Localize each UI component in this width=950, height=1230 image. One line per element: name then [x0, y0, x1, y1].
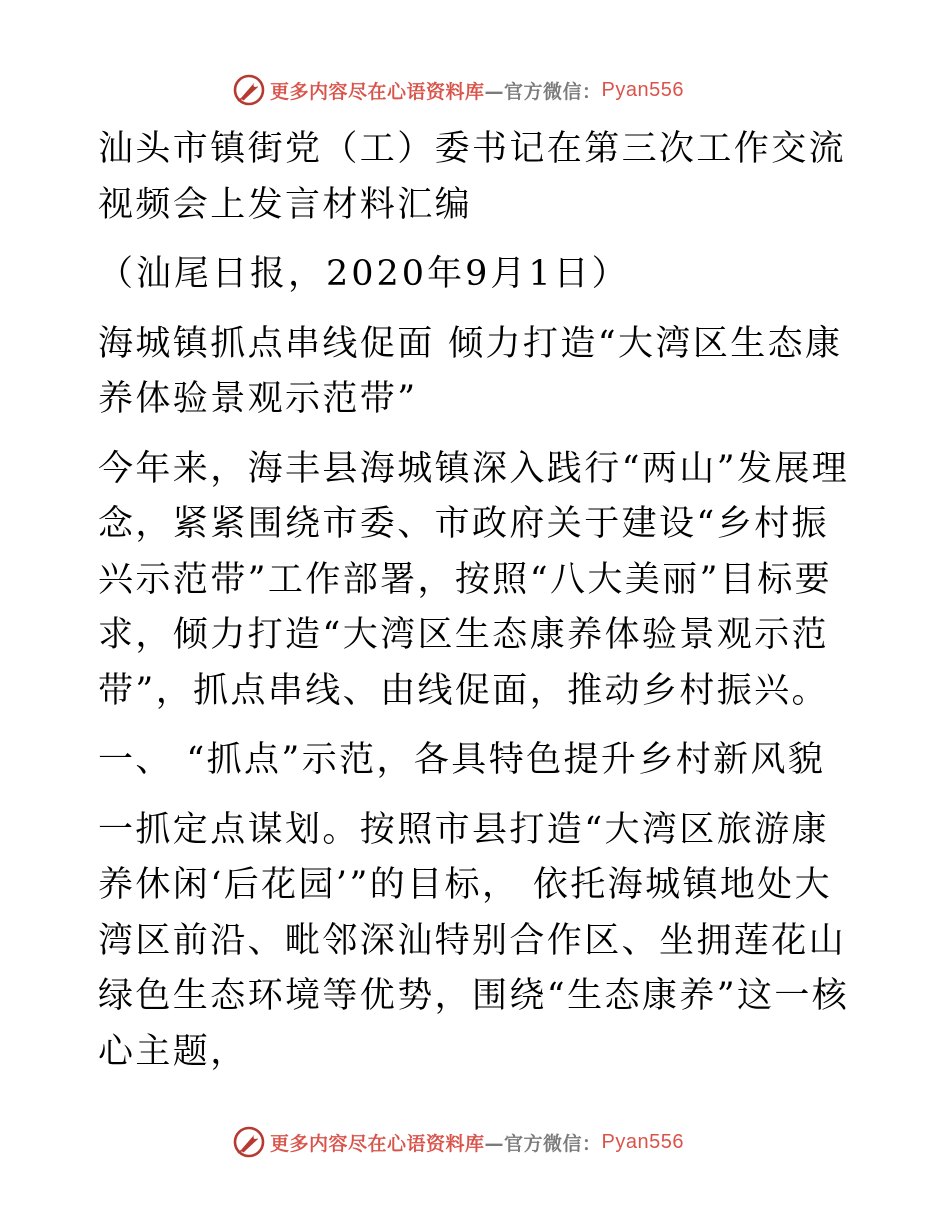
pen-nib-circle-icon: [232, 73, 266, 107]
document-subtitle: 海城镇抓点串线促面 倾力打造“大湾区生态康养体验景观示范带”: [98, 323, 843, 419]
document-source: （汕尾日报，2020年9月1日）: [98, 254, 630, 294]
watermark-separator: —官方微信：: [484, 80, 602, 103]
body-paragraph: 一抓定点谋划。按照市县打造“大湾区旅游康养休闲‘后花园’”的目标， 依托海城镇地处大湾区前沿、毗邻深汕特别合作区、坐拥莲花山绿色生态环境等优势，围绕“生态康养”这一核心主题，: [98, 809, 850, 1072]
pen-nib-circle-icon: [232, 1125, 266, 1159]
intro-paragraph: 今年来，海丰县海城镇深入践行“两山”发展理念，紧紧围绕市委、市政府关于建设“乡村振兴示范带”工作部署，按照“八大美丽”目标要求，倾力打造“大湾区生态康养体验景观示范带”，抓点串线、由线促面，推动乡村振兴。: [98, 448, 850, 711]
watermark-wechat: Pyan556: [601, 78, 684, 101]
watermark-wechat: Pyan556: [601, 1130, 684, 1153]
document-body: [98, 122, 858, 1094]
header-watermark: [232, 72, 752, 108]
document-title: 汕头市镇街党（工）委书记在第三次工作交流视频会上发言材料汇编: [98, 129, 847, 225]
watermark-site: 更多内容尽在心语资料库: [270, 1132, 485, 1155]
section-heading: 一、 “抓点”示范，各具特色提升乡村新风貌: [98, 740, 826, 780]
watermark-site: 更多内容尽在心语资料库: [270, 80, 485, 103]
footer-watermark: [232, 1124, 752, 1160]
watermark-separator: —官方微信：: [484, 1132, 602, 1155]
